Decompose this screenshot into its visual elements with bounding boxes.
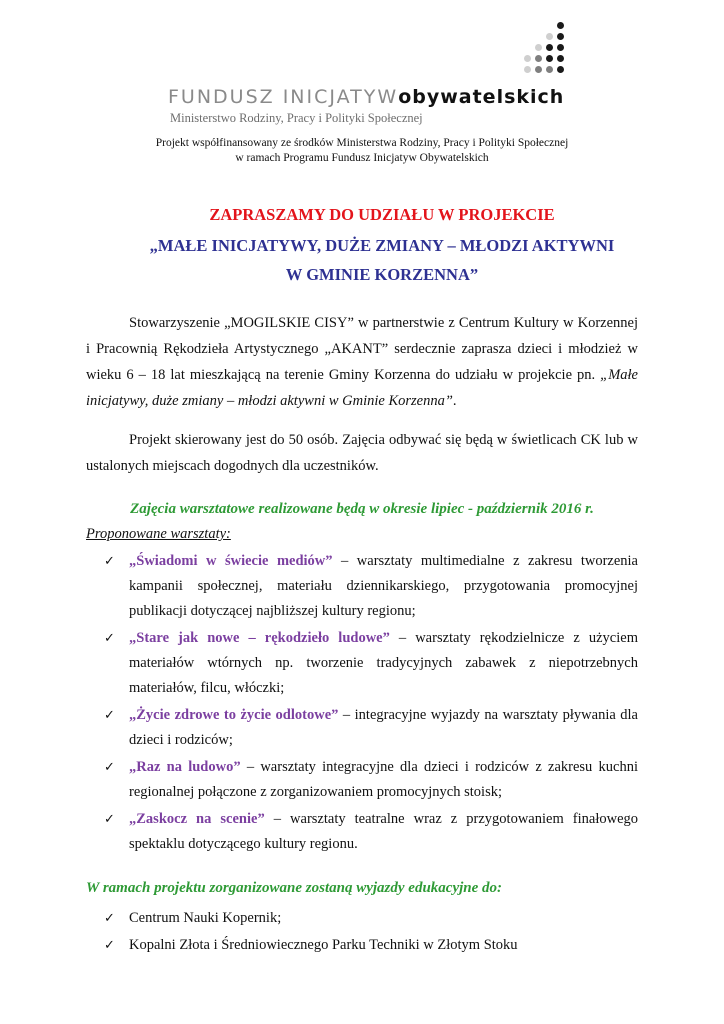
cofinancing-line-1: Projekt współfinansowany ze środków Ministerstwa Rodziny, Pracy i Polityki Społecznej: [155, 137, 569, 149]
cofinancing-line-2: w ramach Programu Fundusz Inicjatyw Obywatelskich: [235, 152, 489, 164]
checkmark-icon: ✓: [104, 631, 115, 646]
logo-dot: [546, 33, 553, 40]
workshop-name: „Życie zdrowe to życie odlotowe”: [129, 707, 339, 723]
workshop-name: „Zaskocz na scenie”: [129, 811, 265, 827]
logo-dot: [546, 44, 553, 51]
cofinancing-note: [0, 136, 724, 166]
intro-paragraph: [86, 310, 638, 414]
intro-project-name: „Małe inicjatywy, duże zmiany – młodzi aktywni w Gminie Korzenna”: [86, 367, 638, 409]
workshop-description: – warsztaty multimedialne z zakresu tworzenia kampanii społecznej, materiału dziennikarskiego, przygotowania promocyjnej publikacji dotyczącej najbliższej kultury regionu;: [129, 553, 638, 619]
checkmark-icon: ✓: [104, 812, 115, 827]
title-project-line-2: W GMINIE KORZENNA”: [285, 265, 479, 284]
logo-wordmark-bold: obywatelskich: [398, 86, 565, 108]
logo-dot: [535, 55, 542, 62]
checkmark-icon: ✓: [104, 554, 115, 569]
logo-dot: [557, 66, 564, 73]
workshop-item: [86, 755, 638, 805]
logo-wordmark-light: FUNDUSZ INICJATYW: [168, 86, 399, 108]
logo-dot: [546, 66, 553, 73]
trip-destination: Kopalni Złota i Średniowiecznego Parku Techniki w Złotym Stoku: [129, 937, 518, 953]
trip-list: [86, 906, 638, 960]
trip-destination: Centrum Nauki Kopernik;: [129, 910, 282, 926]
logo-dot: [535, 66, 542, 73]
logo-dot: [524, 66, 531, 73]
workshop-name: „Raz na ludowo”: [129, 759, 241, 775]
fio-logo: [168, 22, 568, 132]
workshop-period: Zajęcia warsztatowe realizowane będą w okresie lipiec - październik 2016 r.: [130, 501, 594, 517]
workshop-description: – warsztaty rękodzielnicze z użyciem materiałów wtórnych np. tworzenie tradycyjnych zabawek z niepotrzebnych materiałów, filcu, włóczki;: [129, 630, 638, 696]
workshop-description: – warsztaty teatralne wraz z przygotowaniem finałowego spektaklu dotyczącego kultury regionu.: [129, 811, 639, 852]
checkmark-icon: ✓: [104, 708, 115, 723]
logo-dot: [557, 55, 564, 62]
title-project-line-1: „MAŁE INICJATYWY, DUŻE ZMIANY – MŁODZI AKTYWNI: [149, 236, 615, 255]
logo-dot: [524, 55, 531, 62]
workshop-item: [86, 703, 638, 753]
participants-paragraph: Projekt skierowany jest do 50 osób. Zajęcia odbywać się będą w świetlicach CK lub w ustalonych miejscach dogodnych dla uczestników.: [86, 432, 638, 474]
intro-end: .: [452, 393, 457, 409]
title-invitation: ZAPRASZAMY DO UDZIAŁU W PROJEKCIE: [209, 205, 555, 224]
logo-ministry: Ministerstwo Rodziny, Pracy i Polityki Społecznej: [170, 111, 423, 125]
trip-item: [86, 906, 638, 931]
logo-dot: [535, 44, 542, 51]
logo-dot: [557, 33, 564, 40]
trips-heading: W ramach projektu zorganizowane zostaną wyjazdy edukacyjne do:: [86, 880, 503, 896]
workshop-list: [86, 549, 638, 859]
workshop-item: [86, 549, 638, 624]
workshop-item: [86, 807, 638, 857]
workshop-description: – warsztaty integracyjne dla dzieci i rodziców z zakresu kuchni regionalnej połączone z zorganizowaniem promocyjnych stoisk;: [129, 759, 638, 800]
proposed-workshops-label: Proponowane warsztaty:: [86, 526, 231, 542]
logo-dot: [557, 44, 564, 51]
logo-wordmark: [168, 86, 564, 108]
intro-text: Stowarzyszenie „MOGILSKIE CISY” w partnerstwie z Centrum Kultury w Korzennej i Pracownią Rękodzieła Artystycznego „AKANT” serdecznie zaprasza dzieci i młodzież w wieku 6 – 18 lat mieszkającą na terenie Gminy Korzenna do udziału w projekcie pn.: [86, 315, 638, 383]
trip-item: [86, 933, 638, 958]
logo-dot: [546, 55, 553, 62]
workshop-item: [86, 626, 638, 701]
workshop-description: – integracyjne wyjazdy na warsztaty pływania dla dzieci i rodziców;: [129, 707, 638, 748]
workshop-name: „Stare jak nowe – rękodzieło ludowe”: [129, 630, 390, 646]
checkmark-icon: ✓: [104, 911, 115, 926]
workshop-name: „Świadomi w świecie mediów”: [129, 553, 333, 569]
checkmark-icon: ✓: [104, 938, 115, 953]
checkmark-icon: ✓: [104, 760, 115, 775]
logo-dot: [557, 22, 564, 29]
